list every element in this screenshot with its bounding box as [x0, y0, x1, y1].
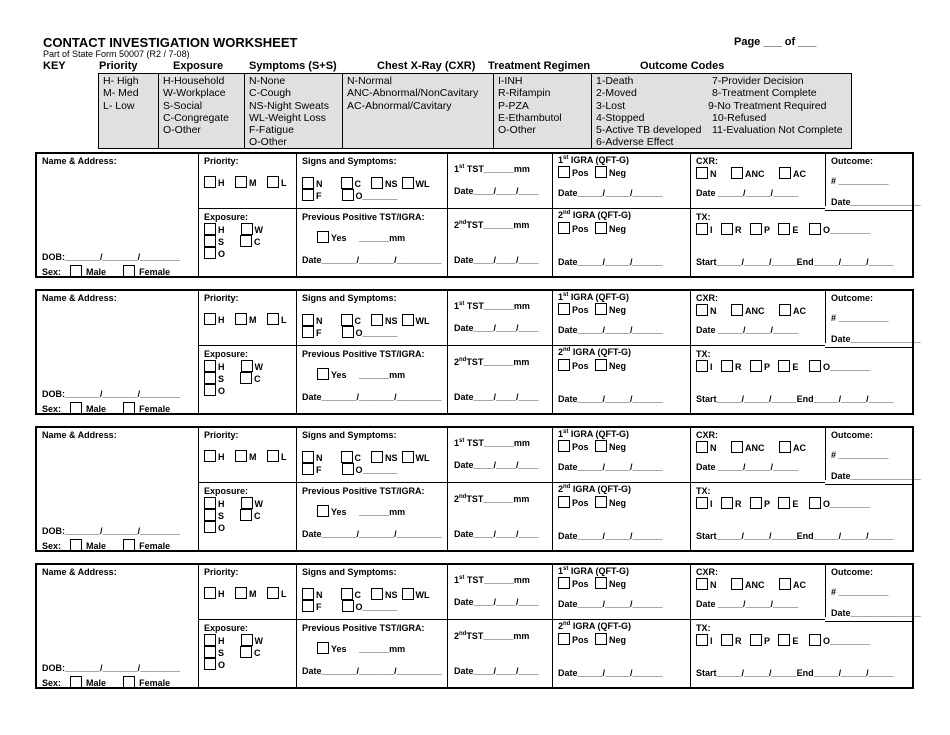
- priority-m-checkbox[interactable]: [235, 587, 247, 599]
- tst2-field[interactable]: 2ndTST______mm: [454, 631, 530, 641]
- symptom-options: N C NS WL F O_______: [302, 314, 430, 338]
- igra1-date[interactable]: Date_____/_____/______: [558, 462, 663, 472]
- igra2-pos-checkbox[interactable]: [558, 222, 570, 234]
- previous-positive-yes: Yes ______mm: [317, 368, 405, 380]
- igra2-neg-checkbox[interactable]: [595, 222, 607, 234]
- symptom-wl-checkbox[interactable]: [402, 177, 414, 189]
- igra2-label: 2nd IGRA (QFT-G): [558, 621, 632, 631]
- key-header-cxr: Chest X-Ray (CXR): [377, 60, 476, 72]
- tx-i-checkbox[interactable]: [696, 223, 708, 235]
- outcome-label: Outcome:: [831, 156, 874, 166]
- igra1-date[interactable]: Date_____/_____/______: [558, 599, 663, 609]
- exposure-o-checkbox[interactable]: [204, 384, 216, 396]
- exposure-h-checkbox[interactable]: [204, 360, 216, 372]
- igra1-pos-checkbox[interactable]: [558, 577, 570, 589]
- cxr-n-checkbox[interactable]: [696, 304, 708, 316]
- outcome-number[interactable]: # __________: [831, 313, 889, 323]
- cxr-date[interactable]: Date _____/_____/_____: [696, 188, 799, 198]
- symptom-ns-checkbox[interactable]: [371, 588, 383, 600]
- previous-positive-yes-checkbox[interactable]: [317, 231, 329, 243]
- exposure-c-checkbox[interactable]: [240, 235, 252, 247]
- priority-l-checkbox[interactable]: [267, 450, 279, 462]
- igra2-neg-checkbox[interactable]: [595, 633, 607, 645]
- symptom-ns-checkbox[interactable]: [371, 314, 383, 326]
- outcome-date[interactable]: Date______________: [831, 334, 921, 344]
- sex-male-checkbox[interactable]: [70, 676, 82, 688]
- tx-label: TX:: [696, 349, 711, 359]
- cxr-label: CXR:: [696, 430, 718, 440]
- symptom-c-checkbox[interactable]: [341, 314, 353, 326]
- symptom-options: N C NS WL F O_______: [302, 451, 430, 475]
- tst1-date[interactable]: Date____/____/____: [454, 186, 539, 196]
- cxr-date[interactable]: Date _____/_____/_____: [696, 599, 799, 609]
- outcome-date[interactable]: Date______________: [831, 471, 921, 481]
- tx-p-checkbox[interactable]: [750, 634, 762, 646]
- outcome-label: Outcome:: [831, 430, 874, 440]
- previous-positive-date[interactable]: Date_______/_______/_________: [302, 529, 442, 539]
- igra2-result: Pos Neg: [558, 222, 626, 234]
- igra1-label: 1st IGRA (QFT-G): [558, 429, 630, 439]
- tx-start-end[interactable]: Start_____/_____/_____End_____/_____/_____: [696, 668, 894, 678]
- tst1-date[interactable]: Date____/____/____: [454, 597, 539, 607]
- exposure-o-checkbox[interactable]: [204, 247, 216, 259]
- key-symptoms-list: N-None C-Cough NS-Night Sweats WL-Weight Loss F-Fatigue O-Other: [245, 74, 343, 148]
- igra1-label: 1st IGRA (QFT-G): [558, 566, 630, 576]
- previous-positive-yes: Yes ______mm: [317, 505, 405, 517]
- outcome-date[interactable]: Date______________: [831, 608, 921, 618]
- tst2-date[interactable]: Date____/____/____: [454, 666, 539, 676]
- exposure-c-checkbox[interactable]: [240, 509, 252, 521]
- tst2-field[interactable]: 2ndTST______mm: [454, 494, 530, 504]
- name-address-label[interactable]: Name & Address:: [42, 430, 117, 440]
- priority-h-checkbox[interactable]: [204, 176, 216, 188]
- igra1-neg-checkbox[interactable]: [595, 166, 607, 178]
- igra2-date[interactable]: Date_____/_____/______: [558, 257, 663, 267]
- priority-options: H M L: [204, 176, 287, 188]
- priority-options: H M L: [204, 450, 287, 462]
- outcome-label: Outcome:: [831, 567, 874, 577]
- cxr-date[interactable]: Date _____/_____/_____: [696, 325, 799, 335]
- exposure-c-checkbox[interactable]: [240, 646, 252, 658]
- symptom-ns-checkbox[interactable]: [371, 177, 383, 189]
- dob-field[interactable]: DOB:_______/_______/________: [42, 252, 181, 262]
- symptom-wl-checkbox[interactable]: [402, 588, 414, 600]
- sex-female-checkbox[interactable]: [123, 265, 135, 277]
- exposure-h-checkbox[interactable]: [204, 223, 216, 235]
- symptom-o-checkbox[interactable]: [342, 600, 354, 612]
- previous-positive-label: Previous Positive TST/IGRA:: [302, 212, 425, 222]
- igra2-result: Pos Neg: [558, 359, 626, 371]
- page-number[interactable]: Page ___ of ___: [734, 36, 817, 48]
- previous-positive-yes: Yes ______mm: [317, 231, 405, 243]
- contact-record: [35, 426, 921, 552]
- igra1-result: Pos Neg: [558, 577, 626, 589]
- igra1-pos-checkbox[interactable]: [558, 166, 570, 178]
- sex-male-checkbox[interactable]: [70, 402, 82, 414]
- previous-positive-yes-checkbox[interactable]: [317, 505, 329, 517]
- priority-h-checkbox[interactable]: [204, 450, 216, 462]
- name-address-label[interactable]: Name & Address:: [42, 293, 117, 303]
- exposure-label: Exposure:: [204, 349, 249, 359]
- igra2-label: 2nd IGRA (QFT-G): [558, 347, 632, 357]
- tx-start-end[interactable]: Start_____/_____/_____End_____/_____/_____: [696, 531, 894, 541]
- previous-positive-label: Previous Positive TST/IGRA:: [302, 623, 425, 633]
- exposure-options: H W S C O: [204, 634, 263, 670]
- exposure-h-checkbox[interactable]: [204, 634, 216, 646]
- tst1-field[interactable]: 1st TST______mm: [454, 575, 530, 585]
- dob-field[interactable]: DOB:_______/_______/________: [42, 663, 181, 673]
- exposure-label: Exposure:: [204, 212, 249, 222]
- igra2-result: Pos Neg: [558, 633, 626, 645]
- symptom-ns-checkbox[interactable]: [371, 451, 383, 463]
- priority-l-checkbox[interactable]: [267, 587, 279, 599]
- tx-start-end[interactable]: Start_____/_____/_____End_____/_____/_____: [696, 257, 894, 267]
- igra2-result: Pos Neg: [558, 496, 626, 508]
- tst1-field[interactable]: 1st TST______mm: [454, 164, 530, 174]
- tst2-field[interactable]: 2ndTST______mm: [454, 220, 530, 230]
- cxr-label: CXR:: [696, 567, 718, 577]
- tx-r-checkbox[interactable]: [721, 360, 733, 372]
- tx-r-checkbox[interactable]: [721, 223, 733, 235]
- exposure-s-checkbox[interactable]: [204, 646, 216, 658]
- igra2-date[interactable]: Date_____/_____/______: [558, 394, 663, 404]
- exposure-label: Exposure:: [204, 486, 249, 496]
- exposure-w-checkbox[interactable]: [241, 497, 253, 509]
- previous-positive-date[interactable]: Date_______/_______/_________: [302, 666, 442, 676]
- igra2-date[interactable]: Date_____/_____/______: [558, 668, 663, 678]
- symptom-f-checkbox[interactable]: [302, 600, 314, 612]
- signs-symptoms-label: Signs and Symptoms:: [302, 567, 397, 577]
- previous-positive-yes: Yes ______mm: [317, 642, 405, 654]
- tx-start-end[interactable]: Start_____/_____/_____End_____/_____/_____: [696, 394, 894, 404]
- sex-male-checkbox[interactable]: [70, 265, 82, 277]
- sex-field: Sex: Male Female: [42, 404, 171, 414]
- cxr-options: N ANC AC: [696, 304, 806, 316]
- priority-label: Priority:: [204, 430, 239, 440]
- cxr-anc-checkbox[interactable]: [731, 167, 743, 179]
- cxr-date[interactable]: Date _____/_____/_____: [696, 462, 799, 472]
- igra1-label: 1st IGRA (QFT-G): [558, 292, 630, 302]
- contact-record: [35, 563, 921, 689]
- previous-positive-label: Previous Positive TST/IGRA:: [302, 486, 425, 496]
- tx-e-checkbox[interactable]: [778, 497, 790, 509]
- tst2-field[interactable]: 2ndTST______mm: [454, 357, 530, 367]
- symptom-o-checkbox[interactable]: [342, 326, 354, 338]
- cxr-label: CXR:: [696, 156, 718, 166]
- tx-p-checkbox[interactable]: [750, 497, 762, 509]
- tx-e-checkbox[interactable]: [778, 634, 790, 646]
- form-title: CONTACT INVESTIGATION WORKSHEET: [43, 35, 298, 50]
- cxr-anc-checkbox[interactable]: [731, 304, 743, 316]
- key-outcome-list: 1-Death 2-Moved 3-Lost 4-Stopped 5-Active TB developed 6-Adverse Effect 7-Provider Decision 8-Treatment Complete 9-No Treatment Required 10-Refused 11-Evaluation Not Complete: [596, 75, 843, 149]
- tx-label: TX:: [696, 212, 711, 222]
- priority-m-checkbox[interactable]: [235, 450, 247, 462]
- priority-label: Priority:: [204, 156, 239, 166]
- symptom-c-checkbox[interactable]: [341, 177, 353, 189]
- exposure-o-checkbox[interactable]: [204, 658, 216, 670]
- exposure-s-checkbox[interactable]: [204, 235, 216, 247]
- symptom-f-checkbox[interactable]: [302, 326, 314, 338]
- tx-i-checkbox[interactable]: [696, 497, 708, 509]
- priority-h-checkbox[interactable]: [204, 587, 216, 599]
- outcome-number[interactable]: # __________: [831, 587, 889, 597]
- tx-label: TX:: [696, 486, 711, 496]
- igra1-result: Pos Neg: [558, 303, 626, 315]
- igra1-neg-checkbox[interactable]: [595, 440, 607, 452]
- exposure-o-checkbox[interactable]: [204, 521, 216, 533]
- igra1-pos-checkbox[interactable]: [558, 303, 570, 315]
- key-header-priority: Priority: [99, 60, 138, 72]
- igra1-date[interactable]: Date_____/_____/______: [558, 188, 663, 198]
- igra2-neg-checkbox[interactable]: [595, 359, 607, 371]
- sex-female-checkbox[interactable]: [123, 676, 135, 688]
- exposure-options: H W S C O: [204, 360, 263, 396]
- previous-positive-label: Previous Positive TST/IGRA:: [302, 349, 425, 359]
- symptom-wl-checkbox[interactable]: [402, 314, 414, 326]
- tx-o-checkbox[interactable]: [809, 497, 821, 509]
- tx-i-checkbox[interactable]: [696, 634, 708, 646]
- tst2-date[interactable]: Date____/____/____: [454, 392, 539, 402]
- previous-positive-date[interactable]: Date_______/_______/_________: [302, 392, 442, 402]
- tx-options: I R P E O________: [696, 497, 870, 509]
- tx-i-checkbox[interactable]: [696, 360, 708, 372]
- sex-female-checkbox[interactable]: [123, 539, 135, 551]
- tx-label: TX:: [696, 623, 711, 633]
- exposure-w-checkbox[interactable]: [241, 223, 253, 235]
- previous-positive-mm[interactable]: ______mm: [359, 644, 406, 654]
- symptom-f-checkbox[interactable]: [302, 189, 314, 201]
- name-address-label[interactable]: Name & Address:: [42, 156, 117, 166]
- priority-l-checkbox[interactable]: [267, 176, 279, 188]
- signs-symptoms-label: Signs and Symptoms:: [302, 430, 397, 440]
- key-header-treatment: Treatment Regimen: [488, 60, 591, 72]
- symptom-o-checkbox[interactable]: [342, 189, 354, 201]
- signs-symptoms-label: Signs and Symptoms:: [302, 293, 397, 303]
- igra2-pos-checkbox[interactable]: [558, 633, 570, 645]
- exposure-s-checkbox[interactable]: [204, 509, 216, 521]
- igra2-pos-checkbox[interactable]: [558, 359, 570, 371]
- exposure-w-checkbox[interactable]: [241, 634, 253, 646]
- priority-label: Priority:: [204, 293, 239, 303]
- symptom-f-checkbox[interactable]: [302, 463, 314, 475]
- symptom-n-checkbox[interactable]: [302, 588, 314, 600]
- igra1-neg-checkbox[interactable]: [595, 303, 607, 315]
- tst1-date[interactable]: Date____/____/____: [454, 460, 539, 470]
- priority-options: H M L: [204, 587, 287, 599]
- tst1-date[interactable]: Date____/____/____: [454, 323, 539, 333]
- cxr-anc-checkbox[interactable]: [731, 578, 743, 590]
- key-priority-list: H- High M- Med L- Low: [99, 74, 159, 148]
- cxr-anc-checkbox[interactable]: [731, 441, 743, 453]
- cxr-n-checkbox[interactable]: [696, 167, 708, 179]
- sex-female-checkbox[interactable]: [123, 402, 135, 414]
- tx-e-checkbox[interactable]: [778, 223, 790, 235]
- signs-symptoms-label: Signs and Symptoms:: [302, 156, 397, 166]
- symptom-o-checkbox[interactable]: [342, 463, 354, 475]
- igra2-label: 2nd IGRA (QFT-G): [558, 210, 632, 220]
- key-exposure-list: H-Household W-Workplace S-Social C-Congregate O-Other: [159, 74, 245, 148]
- priority-label: Priority:: [204, 567, 239, 577]
- key-header-outcome: Outcome Codes: [640, 60, 725, 72]
- cxr-options: N ANC AC: [696, 167, 806, 179]
- tx-p-checkbox[interactable]: [750, 223, 762, 235]
- igra1-neg-checkbox[interactable]: [595, 577, 607, 589]
- cxr-ac-checkbox[interactable]: [779, 304, 791, 316]
- outcome-number[interactable]: # __________: [831, 450, 889, 460]
- symptom-n-checkbox[interactable]: [302, 177, 314, 189]
- tx-r-checkbox[interactable]: [721, 497, 733, 509]
- cxr-ac-checkbox[interactable]: [779, 167, 791, 179]
- symptom-options: N C NS WL F O_______: [302, 177, 430, 201]
- symptom-n-checkbox[interactable]: [302, 314, 314, 326]
- key-label: KEY: [43, 60, 66, 72]
- igra1-label: 1st IGRA (QFT-G): [558, 155, 630, 165]
- outcome-label: Outcome:: [831, 293, 874, 303]
- priority-options: H M L: [204, 313, 287, 325]
- cxr-n-checkbox[interactable]: [696, 578, 708, 590]
- priority-h-checkbox[interactable]: [204, 313, 216, 325]
- symptom-c-checkbox[interactable]: [341, 588, 353, 600]
- outcome-number[interactable]: # __________: [831, 176, 889, 186]
- priority-m-checkbox[interactable]: [235, 176, 247, 188]
- previous-positive-mm[interactable]: ______mm: [359, 233, 406, 243]
- tx-options: I R P E O________: [696, 223, 870, 235]
- tst2-date[interactable]: Date____/____/____: [454, 255, 539, 265]
- sex-field: Sex: Male Female: [42, 541, 171, 551]
- priority-m-checkbox[interactable]: [235, 313, 247, 325]
- sex-field: Sex: Male Female: [42, 267, 171, 277]
- previous-positive-date[interactable]: Date_______/_______/_________: [302, 255, 442, 265]
- exposure-label: Exposure:: [204, 623, 249, 633]
- igra2-date[interactable]: Date_____/_____/______: [558, 531, 663, 541]
- tx-o-checkbox[interactable]: [809, 223, 821, 235]
- exposure-s-checkbox[interactable]: [204, 372, 216, 384]
- tx-o-checkbox[interactable]: [809, 634, 821, 646]
- previous-positive-mm[interactable]: ______mm: [359, 370, 406, 380]
- exposure-h-checkbox[interactable]: [204, 497, 216, 509]
- exposure-options: H W S C O: [204, 223, 263, 259]
- contact-record: [35, 289, 921, 415]
- igra2-label: 2nd IGRA (QFT-G): [558, 484, 632, 494]
- name-address-label[interactable]: Name & Address:: [42, 567, 117, 577]
- tx-r-checkbox[interactable]: [721, 634, 733, 646]
- tx-o-checkbox[interactable]: [809, 360, 821, 372]
- cxr-n-checkbox[interactable]: [696, 441, 708, 453]
- tst2-date[interactable]: Date____/____/____: [454, 529, 539, 539]
- contact-record: [35, 152, 921, 278]
- tx-p-checkbox[interactable]: [750, 360, 762, 372]
- key-treatment-list: I-INH R-Rifampin P-PZA E-Ethambutol O-Other: [494, 74, 592, 148]
- cxr-options: N ANC AC: [696, 578, 806, 590]
- igra1-date[interactable]: Date_____/_____/______: [558, 325, 663, 335]
- symptom-c-checkbox[interactable]: [341, 451, 353, 463]
- cxr-ac-checkbox[interactable]: [779, 578, 791, 590]
- exposure-c-checkbox[interactable]: [240, 372, 252, 384]
- igra2-pos-checkbox[interactable]: [558, 496, 570, 508]
- cxr-label: CXR:: [696, 293, 718, 303]
- key-header-exposure: Exposure: [173, 60, 224, 72]
- form-subtitle: Part of State Form 50007 (R2 / 7-08): [43, 49, 190, 59]
- previous-positive-mm[interactable]: ______mm: [359, 507, 406, 517]
- key-header-symptoms: Symptoms (S+S): [249, 60, 337, 72]
- igra1-result: Pos Neg: [558, 166, 626, 178]
- igra1-result: Pos Neg: [558, 440, 626, 452]
- tst1-field[interactable]: 1st TST______mm: [454, 438, 530, 448]
- symptom-options: N C NS WL F O_______: [302, 588, 430, 612]
- symptom-n-checkbox[interactable]: [302, 451, 314, 463]
- dob-field[interactable]: DOB:_______/_______/________: [42, 526, 181, 536]
- exposure-w-checkbox[interactable]: [241, 360, 253, 372]
- cxr-options: N ANC AC: [696, 441, 806, 453]
- priority-l-checkbox[interactable]: [267, 313, 279, 325]
- dob-field[interactable]: DOB:_______/_______/________: [42, 389, 181, 399]
- outcome-date[interactable]: Date______________: [831, 197, 921, 207]
- sex-male-checkbox[interactable]: [70, 539, 82, 551]
- exposure-options: H W S C O: [204, 497, 263, 533]
- igra1-pos-checkbox[interactable]: [558, 440, 570, 452]
- key-cxr-list: N-Normal ANC-Abnormal/NonCavitary AC-Abnormal/Cavitary: [343, 74, 494, 148]
- symptom-wl-checkbox[interactable]: [402, 451, 414, 463]
- tx-options: I R P E O________: [696, 360, 870, 372]
- tx-e-checkbox[interactable]: [778, 360, 790, 372]
- cxr-ac-checkbox[interactable]: [779, 441, 791, 453]
- previous-positive-yes-checkbox[interactable]: [317, 642, 329, 654]
- igra2-neg-checkbox[interactable]: [595, 496, 607, 508]
- tx-options: I R P E O________: [696, 634, 870, 646]
- tst1-field[interactable]: 1st TST______mm: [454, 301, 530, 311]
- previous-positive-yes-checkbox[interactable]: [317, 368, 329, 380]
- sex-field: Sex: Male Female: [42, 678, 171, 688]
